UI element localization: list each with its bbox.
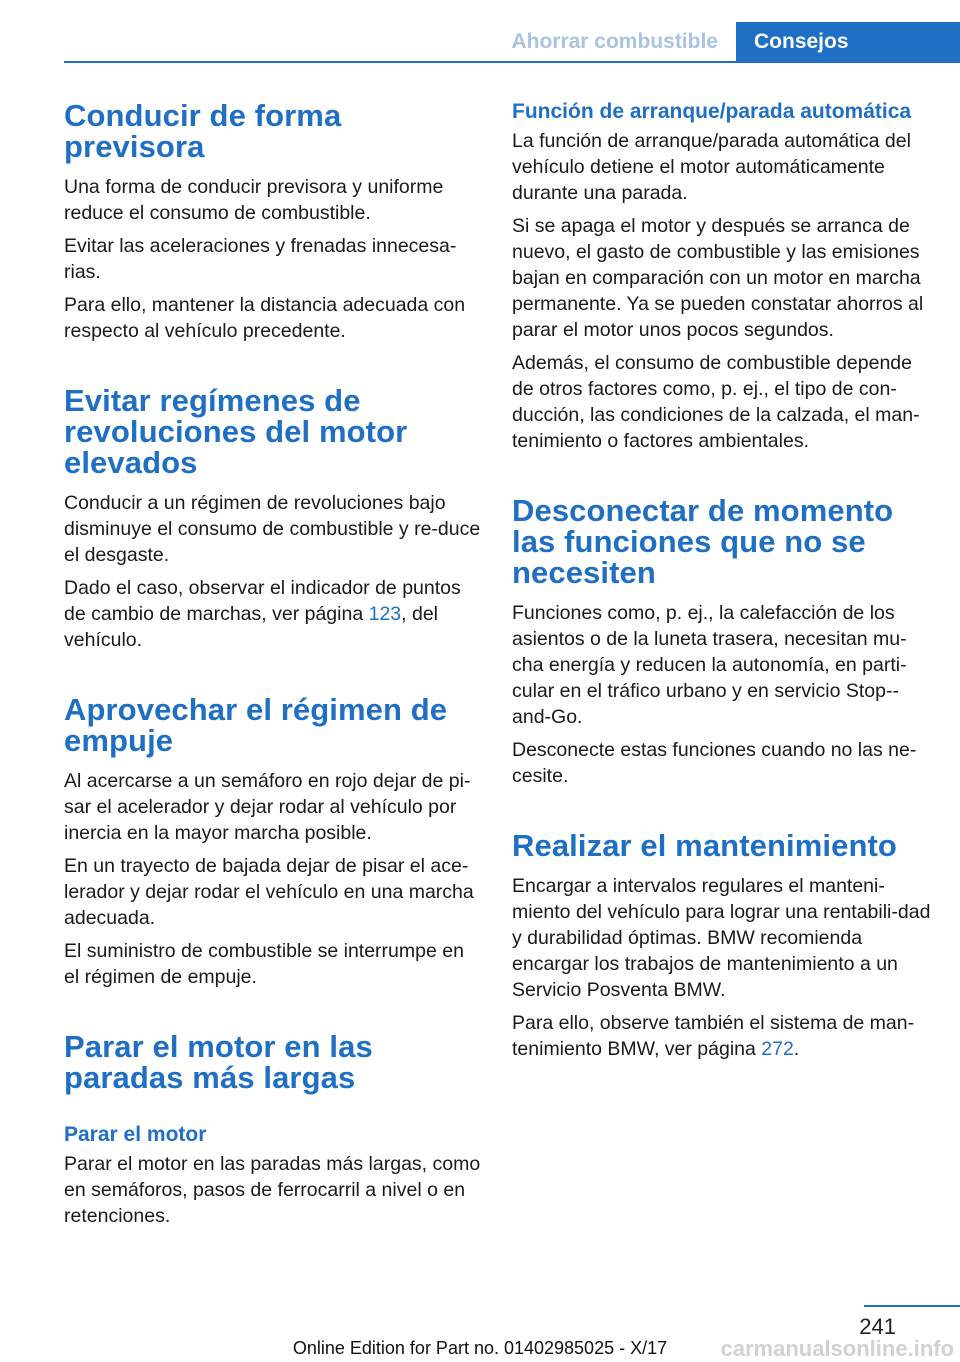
subheading-arranque-parada: Función de arranque/parada automática bbox=[512, 100, 912, 123]
page-header bbox=[0, 0, 960, 64]
paragraph: La función de arranque/parada automática del vehículo detiene el motor automáticamente durante una parada. bbox=[512, 130, 911, 204]
subheading-parar-motor: Parar el motor bbox=[64, 1123, 207, 1146]
heading-regimen-empuje: Aprovechar el régimen de empuje bbox=[64, 692, 448, 758]
left-column bbox=[64, 100, 482, 1236]
paragraph: Evitar las aceleraciones y frenadas innecesa-rias. bbox=[64, 235, 457, 283]
paragraph: Además, el consumo de combustible depende de otros factores como, p. ej., el tipo de con-ducción, las condiciones de la calzada, el man-tenimiento o factores ambientales. bbox=[512, 352, 920, 452]
paragraph-with-link: Para ello, observe también el sistema de man-tenimiento BMW, ver página 272. bbox=[512, 1012, 915, 1060]
paragraph: Para ello, mantener la distancia adecuada con respecto al vehículo precedente. bbox=[64, 294, 466, 342]
header-rule bbox=[64, 61, 960, 63]
heading-conducir-previsora: Conducir de forma previsora bbox=[64, 98, 342, 164]
paragraph: Parar el motor en las paradas más largas, como en semáforos, pasos de ferrocarril a nivel o en retenciones. bbox=[64, 1153, 481, 1227]
footer-edition: Online Edition for Part no. 01402985025 - X/17 bbox=[292, 1338, 668, 1358]
page-link-272[interactable]: 272 bbox=[761, 1038, 794, 1060]
heading-desconectar-funciones: Desconectar de momento las funciones que no se necesiten bbox=[512, 493, 894, 590]
paragraph: Encargar a intervalos regulares el manteni-miento del vehículo para lograr una rentabili-dad y durabilidad óptimas. BMW recomienda encargar los trabajos de mantenimiento a un Servicio Posventa BMW. bbox=[512, 875, 931, 1001]
paragraph: En un trayecto de bajada dejar de pisar el ace-lerador y dejar rodar el vehículo en una marcha adecuada. bbox=[64, 855, 474, 929]
header-section-title: Ahorrar combustible bbox=[511, 30, 718, 53]
paragraph: El suministro de combustible se interrumpe en el régimen de empuje. bbox=[64, 940, 464, 988]
page-link-123[interactable]: 123 bbox=[368, 603, 402, 625]
paragraph-with-link: Dado el caso, observar el indicador de puntos de cambio de marchas, ver página 123, del vehículo. bbox=[64, 577, 461, 651]
watermark: carmanualsonline.info bbox=[720, 1336, 954, 1361]
right-column bbox=[512, 100, 932, 1069]
header-chapter-tab: Consejos bbox=[736, 22, 960, 62]
page-number: 241 bbox=[859, 1314, 896, 1339]
paragraph: Conducir a un régimen de revoluciones bajo disminuye el consumo de combustible y re-duce el desgaste. bbox=[64, 492, 481, 566]
page-number-rule bbox=[864, 1305, 960, 1307]
heading-evitar-regimenes: Evitar regímenes de revoluciones del motor elevados bbox=[64, 383, 408, 480]
paragraph: Si se apaga el motor y después se arranca de nuevo, el gasto de combustible y las emisiones bajan en comparación con un motor en marcha permanente. Ya se pueden constatar ahorros al parar el motor unos pocos segundos. bbox=[512, 215, 924, 341]
heading-mantenimiento: Realizar el mantenimiento bbox=[512, 828, 897, 863]
paragraph: Una forma de conducir previsora y uniforme reduce el consumo de combustible. bbox=[64, 176, 444, 224]
heading-parar-motor: Parar el motor en las paradas más largas bbox=[64, 1029, 373, 1095]
paragraph: Funciones como, p. ej., la calefacción de los asientos o de la luneta trasera, necesitan mu-cha energía y reducen la autonomía, en parti-cular en el tráfico urbano y en servicio Stop--and-Go. bbox=[512, 602, 907, 728]
paragraph: Desconecte estas funciones cuando no las ne-cesite. bbox=[512, 739, 917, 787]
paragraph: Al acercarse a un semáforo en rojo dejar de pi-sar el acelerador y dejar rodar al vehículo por inercia en la mayor marcha posible. bbox=[64, 770, 471, 844]
